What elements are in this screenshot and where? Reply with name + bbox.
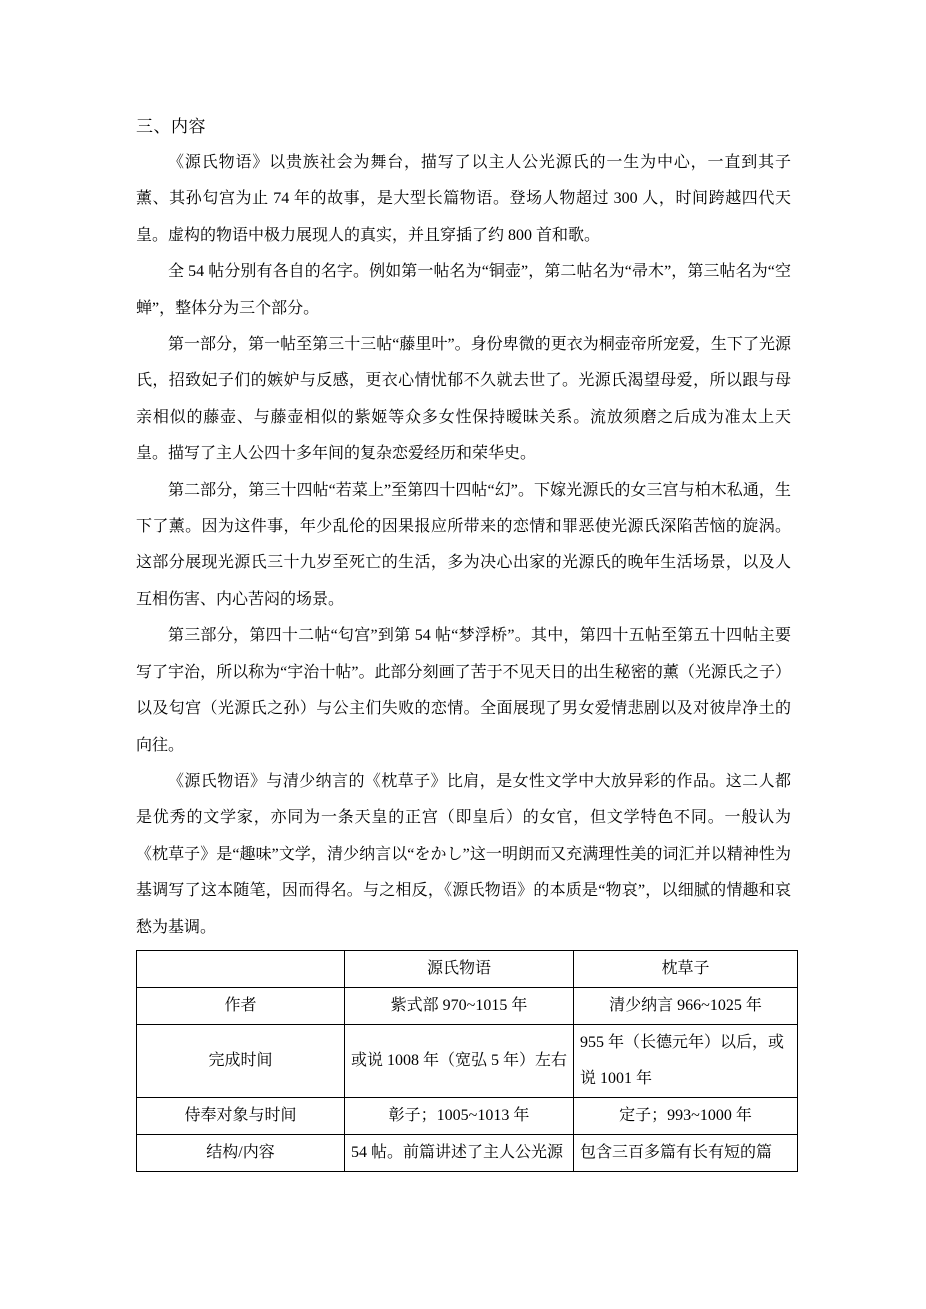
row-label: 侍奉对象与时间: [137, 1097, 345, 1134]
row-label: 作者: [137, 987, 345, 1024]
section-heading: 三、内容: [136, 117, 206, 136]
header-cell-empty: [137, 950, 345, 987]
service-makura: 定子；993~1000 年: [574, 1097, 798, 1134]
author-genji: 紫式部 970~1015 年: [345, 987, 574, 1024]
table-row-author: [137, 987, 798, 1024]
table-row-structure: [137, 1134, 798, 1171]
service-genji: 彰子；1005~1013 年: [345, 1097, 574, 1134]
structure-makura: 包含三百多篇有长有短的篇: [574, 1134, 798, 1171]
document-content: [136, 108, 791, 1172]
table-row-service: [137, 1097, 798, 1134]
row-label: 结构/内容: [137, 1134, 345, 1171]
header-cell-makura: 枕草子: [574, 950, 798, 987]
comparison-table: [136, 950, 798, 1172]
completion-genji: 或说 1008 年（宽弘 5 年）左右: [345, 1024, 574, 1097]
paragraph-part-three: 第三部分，第四十二帖“匂宫”到第 54 帖“梦浮桥”。其中，第四十五帖至第五十四帖主要写了宇治，所以称为“宇治十帖”。此部分刻画了苦于不见天日的出生秘密的薰（光源氏之子）以及匂宫（光源氏之孙）与公主们失败的恋情。全面展现了男女爱情悲剧以及对彼岸净土的向往。: [136, 627, 791, 754]
completion-makura: 955 年（长德元年）以后，或说 1001 年: [574, 1024, 798, 1097]
author-makura: 清少纳言 966~1025 年: [574, 987, 798, 1024]
paragraph-comparison: 《源氏物语》与清少纳言的《枕草子》比肩，是女性文学中大放异彩的作品。这二人都是优秀的文学家，亦同为一条天皇的正宫（即皇后）的女官，但文学特色不同。一般认为《枕草子》是“趣味”文学，清少纳言以“をかし”这一明朗而又充满理性美的词汇并以精神性为基调写了这本随笔，因而得名。与之相反，《源氏物语》的本质是“物哀”，以细腻的情趣和哀愁为基调。: [136, 772, 791, 936]
paragraph-part-two: 第二部分，第三十四帖“若菜上”至第四十四帖“幻”。下嫁光源氏的女三宫与柏木私通，生下了薰。因为这件事，年少乱伦的因果报应所带来的恋情和罪恶使光源氏深陷苦恼的旋涡。这部分展现光源氏三十九岁至死亡的生活，多为决心出家的光源氏的晚年生活场景，以及人互相伤害、内心苦闷的场景。: [136, 481, 791, 608]
structure-genji: 54 帖。前篇讲述了主人公光源: [345, 1134, 574, 1171]
table-header-row: [137, 950, 798, 987]
table-row-completion: [137, 1024, 798, 1097]
paragraph-part-one: 第一部分，第一帖至第三十三帖“藤里叶”。身份卑微的更衣为桐壶帝所宠爱，生下了光源氏，招致妃子们的嫉妒与反感，更衣心情忧郁不久就去世了。光源氏渴望母爱，所以跟与母亲相似的藤壶、与藤壶相似的紫姬等众多女性保持暧昧关系。流放须磨之后成为准太上天皇。描写了主人公四十多年间的复杂恋爱经历和荣华史。: [136, 336, 791, 463]
header-cell-genji: 源氏物语: [345, 950, 574, 987]
paragraph-overview: 《源氏物语》以贵族社会为舞台，描写了以主人公光源氏的一生为中心，一直到其子薰、其孙匂宫为止 74 年的故事，是大型长篇物语。登场人物超过 300 人，时间跨越四代天皇。虚构的物语中极力展现人的真实，并且穿插了约 800 首和歌。: [136, 154, 791, 244]
paragraph-chapters: 全 54 帖分别有各自的名字。例如第一帖名为“铜壶”，第二帖名为“帚木”，第三帖名为“空蝉”，整体分为三个部分。: [136, 263, 791, 317]
row-label: 完成时间: [137, 1024, 345, 1097]
